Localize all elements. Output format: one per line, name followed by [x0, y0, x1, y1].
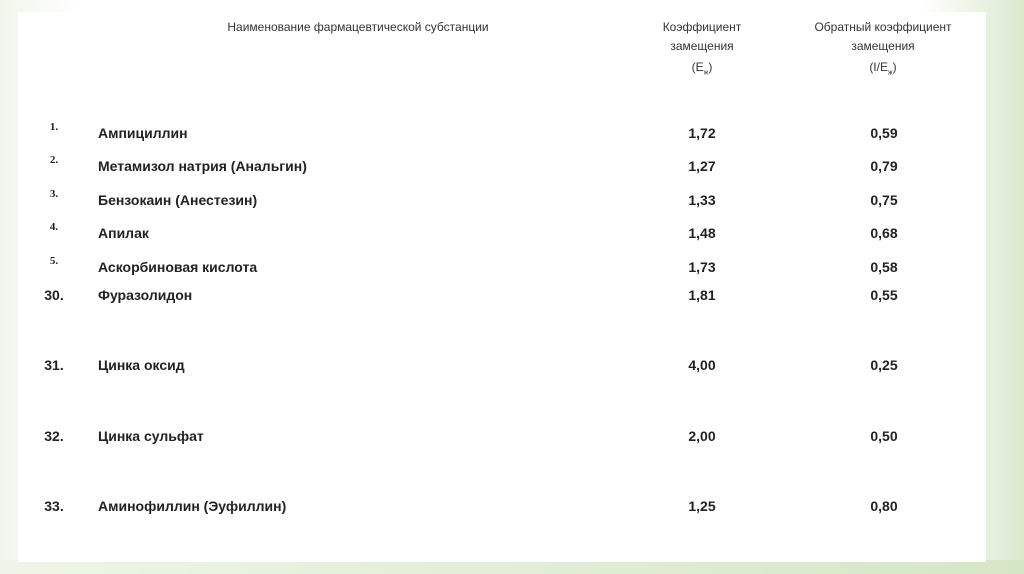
- row-number: 31.: [44, 357, 64, 373]
- replacement-coefficient: 1,48: [688, 225, 716, 241]
- row-number: 5.: [49, 255, 59, 267]
- unit-k-main: (E: [691, 60, 704, 74]
- replacement-coefficient: 4,00: [688, 357, 716, 373]
- unit-inverse-coefficient: [843, 60, 923, 76]
- row-number: 3.: [49, 188, 59, 200]
- unit-ik-sub: ж: [887, 69, 893, 77]
- table-row: [18, 255, 986, 281]
- unit-ik-main: (I/E: [869, 60, 888, 74]
- inverse-coefficient: 0,58: [870, 259, 898, 275]
- inverse-coefficient: 0,75: [870, 192, 898, 208]
- inverse-coefficient: 0,50: [870, 428, 898, 444]
- slide-content: [18, 12, 986, 562]
- inverse-coefficient: 0,55: [870, 287, 898, 303]
- table-row: [18, 498, 986, 520]
- substance-name: Бензокаин (Анестезин): [98, 192, 258, 208]
- substance-name: Аминофиллин (Эуфиллин): [98, 498, 287, 514]
- substance-name: Ампициллин: [98, 125, 188, 141]
- unit-ik-close: ): [892, 60, 897, 74]
- substance-name: Цинка сульфат: [98, 428, 204, 444]
- row-number: 1.: [49, 121, 59, 133]
- inverse-coefficient: 0,68: [870, 225, 898, 241]
- replacement-coefficient: 1,27: [688, 158, 716, 174]
- inverse-coefficient: 0,79: [870, 158, 898, 174]
- table-row: [18, 428, 986, 450]
- table-row: [18, 121, 986, 147]
- replacement-coefficient: 1,33: [688, 192, 716, 208]
- replacement-coefficient: 1,72: [688, 125, 716, 141]
- replacement-coefficient: 2,00: [688, 428, 716, 444]
- substance-name: Фуразолидон: [98, 287, 193, 303]
- inverse-coefficient: 0,80: [870, 498, 898, 514]
- unit-replacement-coefficient: [662, 60, 742, 76]
- background-bottom-band: [0, 560, 1024, 574]
- table-row: [18, 221, 986, 247]
- inverse-coefficient: 0,25: [870, 357, 898, 373]
- row-number: 32.: [44, 428, 64, 444]
- inverse-coefficient: 0,59: [870, 125, 898, 141]
- row-number: 4.: [49, 221, 59, 233]
- replacement-coefficient: 1,25: [688, 498, 716, 514]
- row-number: 33.: [44, 498, 64, 514]
- row-number: 30.: [44, 287, 64, 303]
- substance-name: Метамизол натрия (Анальгин): [98, 158, 307, 174]
- unit-k-close: ): [708, 60, 713, 74]
- replacement-coefficient: 1,81: [688, 287, 716, 303]
- unit-k-sub: ж: [703, 69, 709, 77]
- row-number: 2.: [49, 154, 59, 166]
- header-substance-name: Наименование фармацевтической субстанции: [227, 20, 489, 34]
- replacement-coefficient: 1,73: [688, 259, 716, 275]
- substance-name: Аскорбиновая кислота: [98, 259, 258, 275]
- table-row: [18, 357, 986, 379]
- table-row: [18, 287, 986, 309]
- table-row: [18, 188, 986, 214]
- substance-name: Апилак: [98, 225, 149, 241]
- header-inverse-coefficient: Обратный коэффициент замещения: [814, 20, 952, 53]
- table-row: [18, 154, 986, 180]
- substance-name: Цинка оксид: [98, 357, 185, 373]
- header-replacement-coefficient: Коэффициент замещения: [662, 20, 742, 53]
